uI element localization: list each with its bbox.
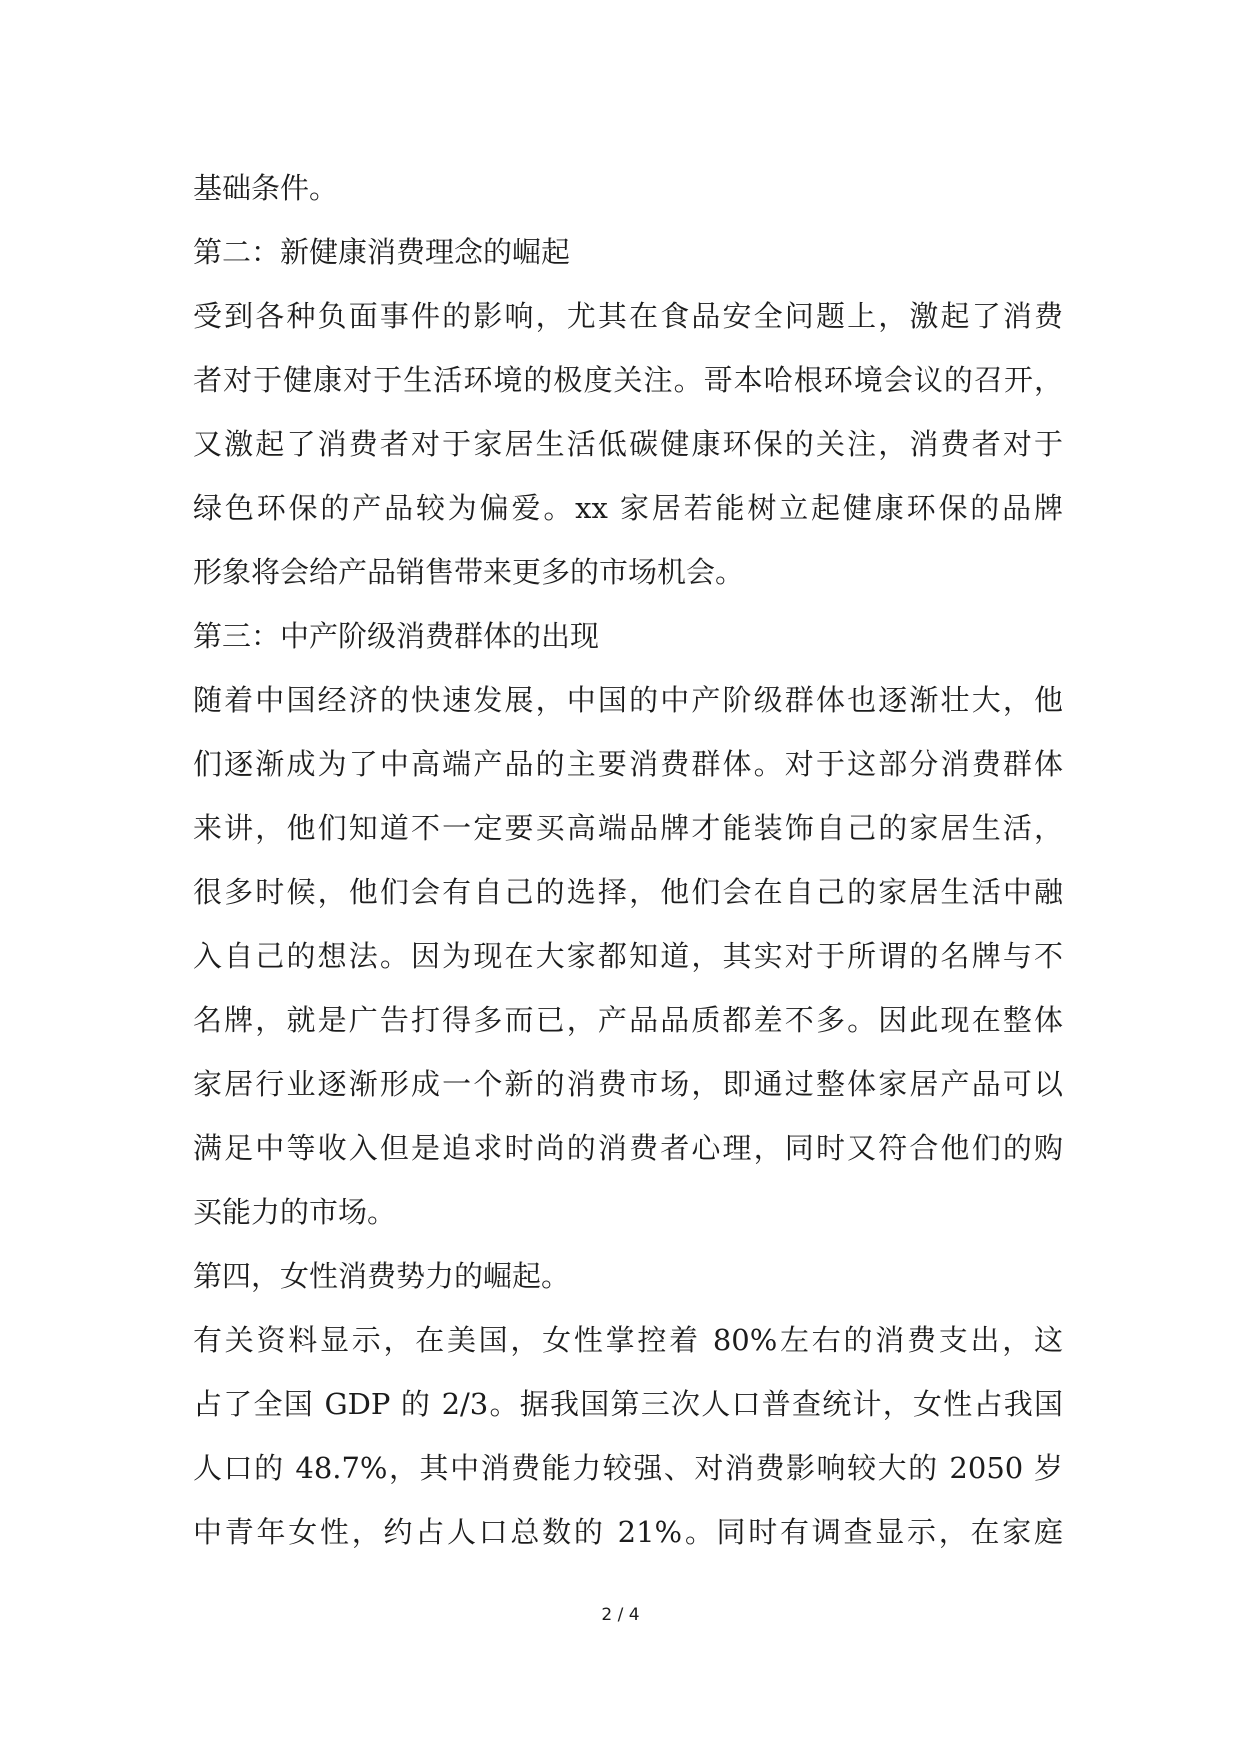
page-number: 2 / 4 — [601, 1605, 640, 1625]
text-line: 中青年女性，约占人口总数的 21%。同时有调查显示，在家庭 — [193, 1515, 1063, 1549]
section-heading: 第四，女性消费势力的崛起。 — [193, 1259, 571, 1293]
text-line: 随着中国经济的快速发展，中国的中产阶级群体也逐渐壮大，他 — [193, 683, 1063, 717]
text-line: 名牌，就是广告打得多而已，产品品质都差不多。因此现在整体 — [193, 1003, 1063, 1037]
section-heading: 第二：新健康消费理念的崛起 — [193, 235, 571, 269]
text-line: 受到各种负面事件的影响，尤其在食品安全问题上，激起了消费 — [193, 299, 1063, 333]
text-line: 又激起了消费者对于家居生活低碳健康环保的关注，消费者对于 — [193, 427, 1063, 461]
body-text — [193, 156, 1063, 1564]
text-line: 入自己的想法。因为现在大家都知道，其实对于所谓的名牌与不 — [193, 939, 1063, 973]
text-line: 来讲，他们知道不一定要买高端品牌才能装饰自己的家居生活， — [193, 811, 1063, 845]
text-line: 有关资料显示，在美国，女性掌控着 80%左右的消费支出，这 — [193, 1323, 1063, 1357]
text-line: 满足中等收入但是追求时尚的消费者心理，同时又符合他们的购 — [193, 1131, 1063, 1165]
section-heading: 第三：中产阶级消费群体的出现 — [193, 619, 600, 653]
text-line: 占了全国 GDP 的 2/3。据我国第三次人口普查统计，女性占我国 — [193, 1387, 1063, 1421]
text-line: 形象将会给产品销售带来更多的市场机会。 — [193, 555, 745, 589]
text-line: 很多时候，他们会有自己的选择，他们会在自己的家居生活中融 — [193, 875, 1063, 909]
text-line: 人口的 48.7%，其中消费能力较强、对消费影响较大的 2050 岁 — [193, 1451, 1063, 1485]
text-line: 基础条件。 — [193, 171, 339, 205]
text-line: 者对于健康对于生活环境的极度关注。哥本哈根环境会议的召开， — [193, 363, 1063, 397]
text-line: 买能力的市场。 — [193, 1195, 397, 1229]
text-line: 们逐渐成为了中高端产品的主要消费群体。对于这部分消费群体 — [193, 747, 1063, 781]
text-line: 家居行业逐渐形成一个新的消费市场，即通过整体家居产品可以 — [193, 1067, 1063, 1101]
text-line: 绿色环保的产品较为偏爱。xx 家居若能树立起健康环保的品牌 — [193, 491, 1063, 525]
